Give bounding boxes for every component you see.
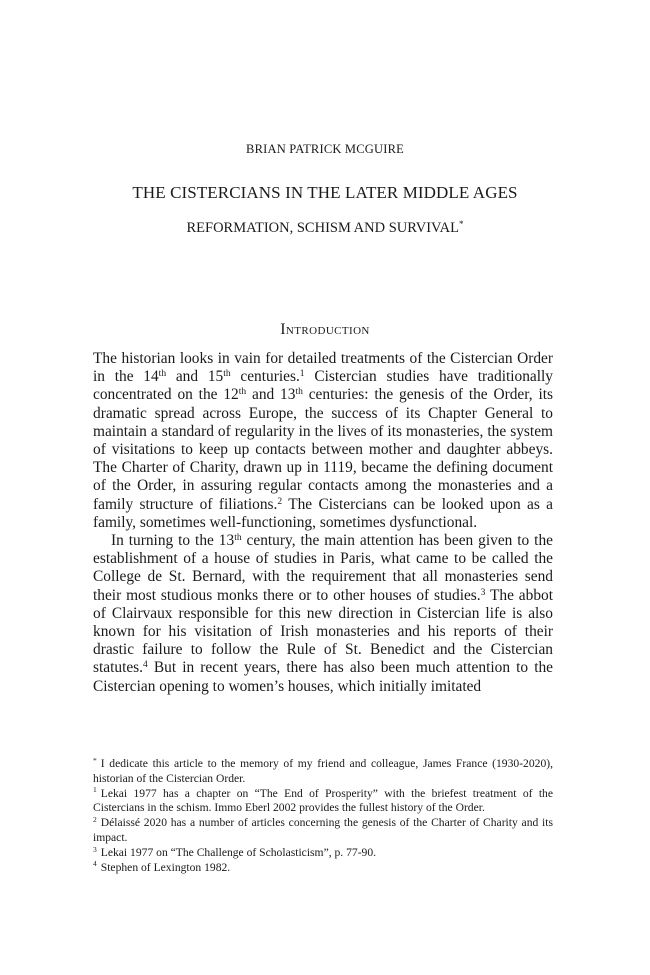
text: The historian looks in vain for detailed treatments of the Cistercian Order in the 14 [93, 350, 553, 386]
footnote-text: I dedicate this article to the memory of my friend and colleague, James France (1930-2020), historian of the Cistercian Order. [93, 757, 553, 785]
footnote-mark: 2 [93, 815, 97, 825]
ordinal-suffix: th [223, 367, 231, 379]
footnote-ref: 1 [299, 367, 305, 379]
ordinal-suffix: th [295, 386, 303, 398]
paragraph-1 [93, 350, 553, 532]
text: The Cistercians can be looked upon as a family, sometimes well-functioning, sometimes dysfunctional. [93, 495, 553, 531]
footnote [93, 787, 553, 817]
footnote-text: Délaissé 2020 has a number of articles concerning the genesis of the Charter of Charity and its impact. [93, 816, 553, 844]
footnote-ref: 3 [480, 586, 486, 598]
text: and 13 [246, 386, 296, 404]
text: century, the main attention has been given to the establishment of a house of studies in Paris, what came to be called the College de St. Bernard, with the requirement that all monasteries send their most studious monks there or to other houses of studies. [93, 532, 553, 604]
ordinal-suffix: th [158, 367, 167, 379]
footnote-ref: 4 [143, 659, 148, 671]
text: Cistercian studies have traditionally concentrated on the 12 [93, 368, 553, 404]
author-name: BRIAN PATRICK MCGUIRE [246, 142, 404, 156]
paragraph-2 [93, 532, 553, 696]
article-subtitle [0, 220, 650, 237]
footnote [93, 861, 553, 876]
footnotes [93, 757, 553, 875]
body-text [93, 350, 553, 696]
text: and 15 [166, 368, 224, 386]
footnote-mark: 1 [93, 785, 97, 795]
text: In turning to the 13 [111, 532, 235, 550]
text: centuries: the genesis of the Order, its dramatic spread across Europe, the success of its Chapter General to maintain a standard of regularity in the lives of its monasteries, the system of visitations to keep up contacts between mother and daughter abbeys. The Charter of Charity, drawn up in 1119, became the defining document of the Order, in assuring regular contacts among the monasteries and a family structure of filiations. [93, 386, 553, 513]
footnote [93, 816, 553, 846]
footnote-ref: 2 [277, 495, 283, 507]
ordinal-suffix: th [238, 386, 247, 398]
ordinal-suffix: th [234, 531, 242, 543]
footnote-text: Lekai 1977 on “The Challenge of Scholasticism”, p. 77-90. [100, 845, 377, 859]
footnote-mark: * [93, 755, 97, 765]
section-heading: Introduction [280, 321, 370, 338]
footnote-mark: 3 [93, 844, 97, 854]
footnote-mark: 4 [93, 859, 97, 869]
footnote [93, 846, 553, 861]
text: The abbot of Clairvaux responsible for this new direction in Cistercian life is also known for his visitation of Irish monasteries and his reports of their drastic failure to follow the Rule of St. Benedict and the Cistercian statutes. [93, 586, 553, 677]
footnote-text: Stephen of Lexington 1982. [100, 860, 231, 874]
article-title: THE CISTERCIANS IN THE LATER MIDDLE AGES [132, 183, 518, 202]
text: But in recent years, there has also been much attention to the Cistercian opening to women’s houses, which initially imitated [93, 659, 553, 695]
text: centuries. [230, 368, 300, 386]
footnote-text: Lekai 1977 has a chapter on “The End of Prosperity” with the briefest treatment of the Cistercians in the schism. Immo Eberl 2002 provides the fullest history of the Order. [93, 786, 553, 815]
footnote [93, 757, 553, 787]
subtitle-footnote-mark: * [459, 219, 464, 230]
subtitle-text: REFORMATION, SCHISM AND SURVIVAL [186, 220, 459, 236]
